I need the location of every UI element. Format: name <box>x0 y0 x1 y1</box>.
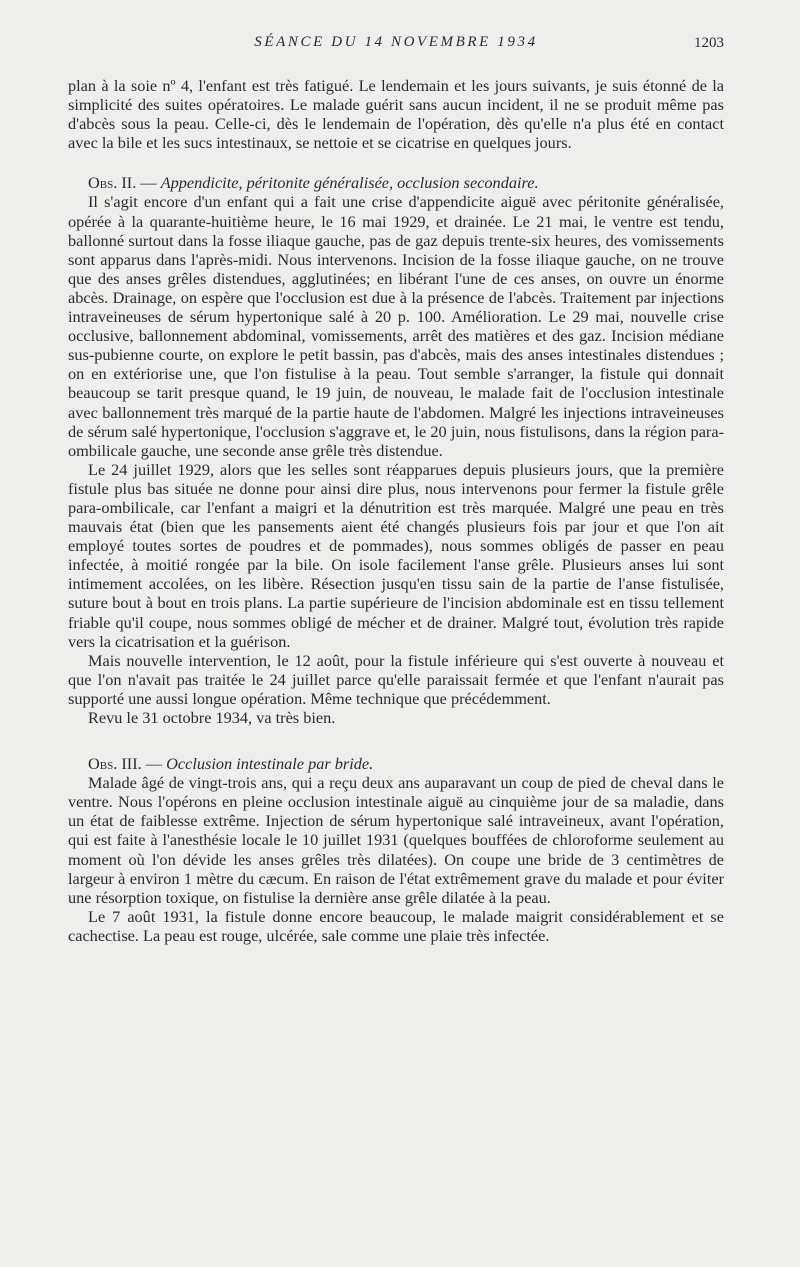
observation-2-dash: — <box>136 173 161 193</box>
observation-3-paragraph: Le 7 août 1931, la fistule donne encore beaucoup, le malade maigrit considérablement et se cachectise. La peau est rouge, ulcérée, sale comme une plaie très infectée. <box>68 906 724 945</box>
observation-2-label: Obs. II. <box>88 173 137 193</box>
body-text <box>68 76 724 945</box>
observation-2-paragraph: Mais nouvelle intervention, le 12 août, pour la fistule inférieure qui s'est ouverte à nouveau et que l'on n'avait pas traitée le 24 juillet parce qu'elle paraissait fermée et que l'enfant n'aurait pas supporté une aussi longue opération. Même technique que précédemment. <box>68 650 724 708</box>
observation-2-paragraph: Il s'agit encore d'un enfant qui a fait une crise d'appendicite aiguë avec péritonite généralisée, opérée à la quarante-huitième heure, le 16 mai 1929, et drainée. Le 21 mai, le ventre est tendu, ballonné surtout dans la fosse iliaque gauche, pas de gaz depuis trente-six heures, des vomissements sont apparus dans l'après-midi. Nous intervenons. Incision de la fosse iliaque gauche, on ne trouve que des anses grêles distendues, agglutinées; en libérant l'une de ces anses, on ouvre un énorme abcès. Drainage, on espère que l'occlusion est due à la présence de l'abcès. Traitement par injections intraveineuses de sérum hypertonique salé à 20 p. 100. Amélioration. Le 29 mai, nouvelle crise occlusive, ballonnement abdominal, vomissements, arrêt des matières et des gaz. Incision médiane sus-pubienne courte, on explore le petit bassin, pas d'abcès, mais des anses intestinales distendues ; on en extériorise une, que l'on fistulise à la peau. Tout semble s'arranger, la fistule qui donnait beaucoup se tarit presque quand, le 19 juin, de nouveau, le malade fait de l'occlusion intestinale avec ballonnement très marqué de la partie haute de l'abdomen. Malgré les injections intraveineuses de sérum salé hypertonique, l'occlusion s'aggrave et, le 20 juin, nous fistulisons, dans la région para-ombilicale gauche, une seconde anse grêle très distendue. <box>68 192 724 460</box>
page-number: 1203 <box>694 35 724 51</box>
observation-3-heading <box>68 754 724 773</box>
observation-2-heading <box>68 173 724 192</box>
observation-3-title: Occlusion intestinale par bride. <box>166 754 374 774</box>
observation-3 <box>68 754 724 945</box>
observation-3-dash: — <box>141 754 167 774</box>
intro-paragraph: plan à la soie nº 4, l'enfant est très fatigué. Le lendemain et les jours suivants, je suis étonné de la simplicité des suites opératoires. Le malade guérit sans aucun incident, il ne se produit même pas d'abcès sous la peau. Celle-ci, dès le lendemain de l'opération, dès qu'elle n'a plus été en contact avec la bile et les sucs intestinaux, se nettoie et se cicatrise en quelques jours. <box>68 76 724 153</box>
observation-3-label: Obs. III. <box>88 754 142 774</box>
observation-2-paragraph: Le 24 juillet 1929, alors que les selles sont réapparues depuis plusieurs jours, que la première fistule plus bas située ne donne pour ainsi dire plus, nous intervenons pour fermer la fistule grêle para-ombilicale, car l'enfant a maigri et la dénutrition est très marquée. Malgré une peau en très mauvais état (bien que les pansements aient été changés plusieurs fois par jour et que l'on ait employé toutes sortes de poudres et de pommades), nous sommes obligés de passer en peau infectée, à moitié rongée par la bile. On isole facilement l'anse grêle. Plusieurs anses lui sont intimement accolées, on les libère. Résection jusqu'en tissu sain de la partie de l'anse fistulisée, suture bout à bout en trois plans. La partie supérieure de l'incision abdominale est en tissu tellement friable qu'il coupe, nous sommes obligé de mécher et de drainer. Malgré tout, évolution très rapide vers la cicatrisation et la guérison. <box>68 459 724 651</box>
observation-2-paragraph: Revu le 31 octobre 1934, va très bien. <box>88 708 336 727</box>
running-title: SÉANCE DU 14 NOVEMBRE 1934 <box>254 34 538 50</box>
document-page <box>68 30 724 945</box>
observation-2 <box>68 173 724 727</box>
observation-3-paragraph: Malade âgé de vingt-trois ans, qui a reçu deux ans auparavant un coup de pied de cheval dans le ventre. Nous l'opérons en pleine occlusion intestinale aiguë au cinquième jour de sa maladie, dans un état de faiblesse extrême. Injection de sérum hypertonique salé intraveineux, avant l'opération, qui est faite à l'anesthésie locale le 10 juillet 1931 (quelques bouffées de chloroforme seulement au moment où l'on dévide les anses grêles très dilatées). On coupe une bride de 3 centimètres de largeur à environ 1 mètre du cæcum. En raison de l'état extrêmement grave du malade et pour éviter une résorption toxique, on fistulise la dernière anse grêle dilatée à la peau. <box>68 773 724 907</box>
running-header <box>68 30 724 58</box>
observation-2-title: Appendicite, péritonite généralisée, occlusion secondaire. <box>160 173 539 193</box>
